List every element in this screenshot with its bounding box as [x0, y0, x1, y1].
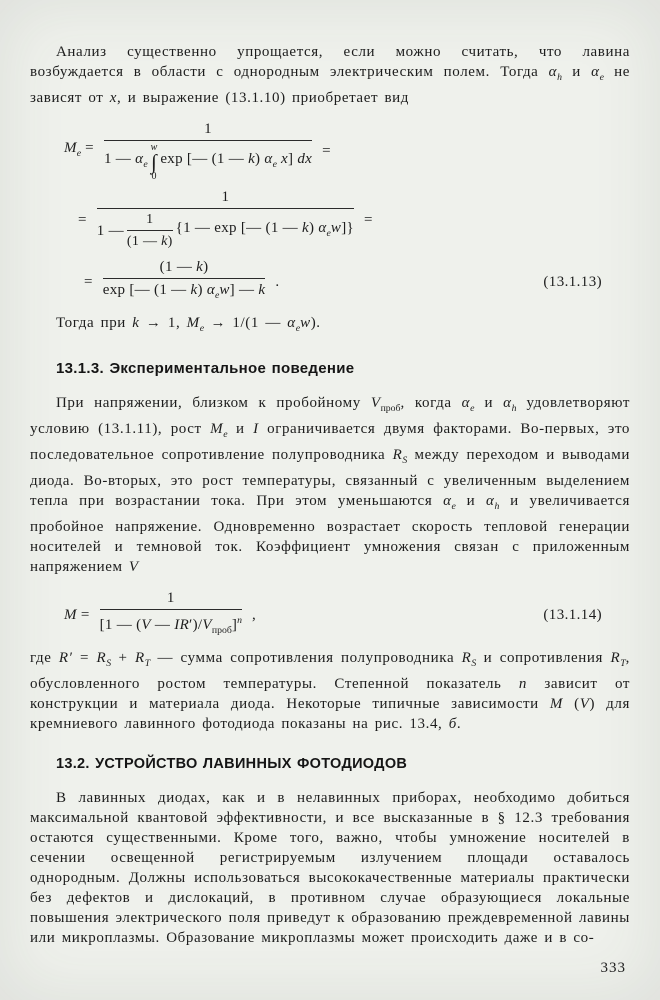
fraction-denominator: [1 — (V — $IR')/V_{проб}]^n$ — [99, 615, 242, 636]
equation-13-1-14 — [30, 589, 630, 640]
equation-row — [64, 589, 630, 640]
equals-sign: = — [322, 142, 331, 159]
integral-lower-limit: 0 — [151, 171, 157, 182]
paragraph-analysis: Анализ существенно упрощается, если можно считать, что лавина возбуждается в области с однородным электрическим полем. Тогда $\alpha_h$ и $\alpha_e$ не зависят от x, и выражение (13.1.10) приобретает вид — [30, 44, 630, 106]
fraction-denominator: exp [— (1 — k) $\alpha_ew$] — k — [102, 282, 266, 301]
fraction — [97, 188, 354, 251]
equals-sign: = — [84, 273, 93, 290]
fraction-denominator — [104, 141, 312, 181]
paragraph-experimental: При напряжении, близком к пробойному $V_{проб}$, когда $\alpha_e$ и $\alpha_h$ удовлетворяют условию (13.1.11), рост $M_e$ и I ограничивается двумя факторами. Во-первых, это последовательное сопротивление полупроводника $R_S$ между переходом и выводами диода. Во-вторых, это рост температуры, связанный с увеличенным выделением тепла при возрастании тока. При этом уменьшаются $\alpha_e$ и $\alpha_h$ и увеличивается пробойное напряжение. Одновременно возрастает скорость тепловой генерации носителей и темновой ток. Коэффициент умножения связан с приложенным напряжением V — [30, 395, 631, 575]
period: . — [275, 273, 280, 290]
paragraph-where: где $R' = R_S + R_T$ — сумма сопротивления полупроводника $R_S$ и сопротивления $R_T$, обусловленного ростом температуры. Степенной показатель n зависит от конструкции и материала диода. Некоторые типичные зависимости M (V) для кремниевого лавинного фотодиода показаны на рис. 13.4, б. — [30, 650, 631, 732]
equals-sign: = — [363, 211, 373, 228]
fraction — [100, 589, 242, 640]
equation-row-3 — [84, 258, 630, 305]
denominator-post: {1 — exp [— (1 — k) $\alpha_ew$]} — [175, 220, 354, 239]
heading-13-2: 13.2. УСТРОЙСТВО ЛАВИННЫХ ФОТОДИОДОВ — [56, 756, 408, 772]
integral-upper-limit: w — [150, 142, 158, 153]
fraction-denominator — [97, 209, 354, 251]
equation-row-1 — [64, 120, 630, 181]
fraction — [103, 258, 266, 305]
equation-lhs: $M_e$ = — [64, 139, 94, 159]
integral-symbol — [151, 143, 158, 181]
equation-row-2 — [78, 188, 630, 251]
denominator-post: exp [— (1 — k) $\alpha_e$ x] dx — [160, 151, 313, 170]
equation-number: (13.1.13) — [543, 273, 602, 290]
equation-number: (13.1.14) — [543, 606, 602, 623]
equals-sign: = — [78, 211, 87, 228]
nested-fraction — [127, 211, 173, 251]
nested-denominator: (1 — k) — [126, 234, 173, 249]
equation-lhs: M = — [64, 606, 90, 623]
fraction-numerator: 1 — [104, 120, 312, 141]
fraction-numerator: (1 — k) — [103, 258, 266, 279]
equation-13-1-13 — [30, 120, 630, 305]
nested-numerator: 1 — [127, 211, 173, 231]
denominator-pre: 1 — — [96, 223, 124, 239]
integral-sign: ∫ — [150, 150, 158, 174]
paragraph-avalanche-devices: В лавинных диодах, как и в нелавинных приборах, необходимо добиться максимальной квантовой эффективности, и все высказанные в § 12.3 требования остаются существенными. Кроме того, важно, чтобы умножение носителей в сечении освещенной регистрируемым излучением площади оставалось однородным. Должны использоваться высококачественные материалы практически без дефектов и дислокаций, в противном случае образующиеся локальные повышения электрического поля приведут к образованию преждевременной лавины или микроплазмы. Образование микроплазмы может происходить даже и в со- — [30, 790, 630, 946]
paragraph-limit: Тогда при k → 1, $M_e \to 1/(1$ — $\alpha_ew$). — [56, 315, 321, 334]
comma: , — [251, 606, 257, 623]
page-number: 333 — [600, 960, 626, 976]
heading-13-1-3: 13.1.3. Экспериментальное поведение — [56, 360, 355, 377]
fraction — [104, 120, 312, 181]
fraction-numerator: 1 — [100, 589, 242, 610]
denominator-pre: 1 — $\alpha_e$ — [103, 151, 148, 170]
fraction-numerator: 1 — [97, 188, 354, 209]
